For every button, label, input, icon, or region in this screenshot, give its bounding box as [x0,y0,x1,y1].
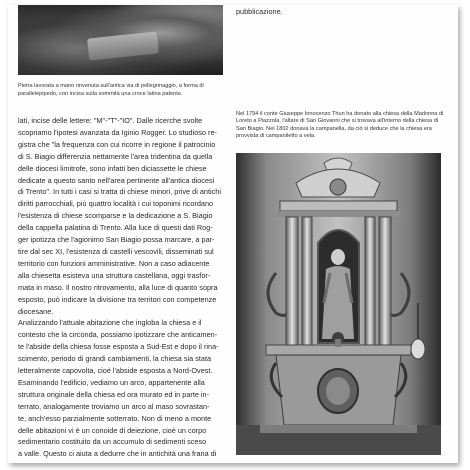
text-line: te l'abside della chiesa fosse esposta a Sud-Est e dopo il rina- [18,342,219,352]
text-line: scopriamo l'ipotesi avanzata da Iginio Rogger. Lo studioso re- [18,127,217,137]
text-line: lati, incise delle lettere: "M"-"T"-"IO". Dalle ricerche svolte [18,116,203,125]
main-article-text [18,115,223,460]
text-line: sedimentario costituito da un accumulo di sedimenti sceso [18,437,207,447]
text-line: alla chiesetta esisteva una struttura castellana, oggi trasfor- [18,270,211,280]
text-line: ger ipotizza che l'agionimo San Biagio possa marcare, a par- [18,235,215,245]
text-line: tire dal sec XI, l'esistenza di castelli vescovili, disseminati sul [18,246,214,256]
text-line: della cappella palatina di Trento. Alla luce di questi dati Rog- [18,223,213,233]
altar-photo-caption: Nel 1794 il conte Giuseppe Innocenzo Thun ha donato alla chiesa della Madonna di Loreto a Piazzola, l'altare di San Giovanni che si trovava all'interno della chiesa di San Biagio. Nel 1802 donava la campanella, da ciò si deduce che la chiesa era provvista di campaniletto a vela. [236,111,444,140]
text-line: diocesane. [18,306,54,316]
carved-stone-image [87,31,159,60]
stone-photo [18,5,223,75]
text-line: l'esistenza di chiese scomparse e la dedicazione a S. Biagio [18,211,213,221]
text-line: letteralmente capovolta, cioè l'abside esposta a Nord-Ovest. [18,366,213,376]
text-line: scimento, periodo di grandi cambiamenti, la chiesa sia stata [18,354,212,364]
text-line: di S. Biagio differenzia nettamente l'area tridentina da quella [18,151,213,161]
text-line: gistra che "la frequenza con cui ricorre in regione il patrocinio [18,139,216,149]
text-line: esposto, può indicare la divisione tra territori con competenze [18,294,217,304]
text-line: Analizzando l'attuale abitazione che ingloba la chiesa e il [18,318,202,328]
previous-paragraph-tail: pubblicazione. [236,7,283,16]
text-line: delle diocesi limitrofe, sono infatti ben diciassette le chiese [18,163,207,173]
text-line: terrato, analogamente troviamo un arco al maso sovrastan- [18,401,210,411]
text-line: territorio con funzioni amministrative. Non a caso adiacente [18,258,210,268]
stone-photo-caption: Pietra lavorata a mano rinvenuta sull'antica via di pellegrinaggio, a forma di parallelepipedo, con incisa sulla sommità una croce latina patente. [18,83,204,97]
altar-photo [236,153,441,455]
text-line: diritti parrocchiali, più quattro località i cui toponimi ricordano [18,199,214,209]
text-line: delle abitazioni vi è un conoide di deiezione, cioè un corpo [18,425,207,435]
baroque-altar-image [236,153,441,455]
text-line: te, anch'esso parzialmente sotterrato. Non di meno a monte [18,413,212,423]
text-line: Esaminando l'edificio, vediamo un arco, appartenente alla [18,377,205,387]
text-line: di Trento". In tutti i casi si tratta di chiese minori, prive di antichi [18,187,221,197]
article-paragraph-1 [18,115,223,317]
article-paragraph-2 [18,317,223,460]
text-line: a valle. Questo ci aiuta a dedurre che in antichità una frana di [18,449,217,459]
text-line: dedicate a questo santo nell'area pertinente all'antica diocesi [18,175,215,185]
text-line: mata in maso. Il nostro ritrovamento, alla luce di quanto sopra [18,282,218,292]
book-page [8,5,458,463]
text-line: contesto che la circonda, possiamo ipotizzare che anticamen- [18,330,218,340]
text-line: struttura originale della chiesa ed ora murato ed in parte in- [18,389,210,399]
